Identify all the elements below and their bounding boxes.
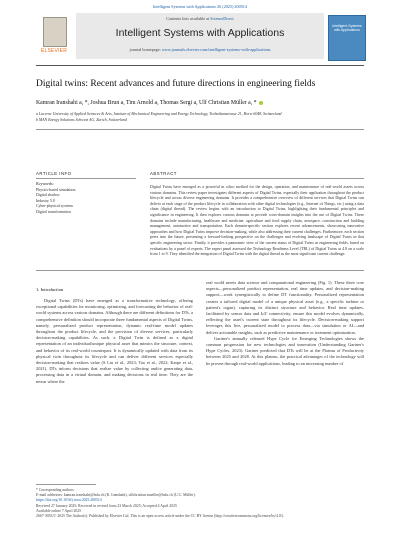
publisher-name: ELSEVIER: [40, 48, 68, 54]
authors-text[interactable]: Kamran Iranshahi a, *, Joshua Brun a, Tim Arnold a, Thomas Sergi a, Ulf Christian Müller a, *: [36, 100, 257, 106]
doi-link[interactable]: https://doi.org/10.1016/j.iswa.2025.200514: [36, 498, 102, 503]
abstract-end-divider: [36, 270, 364, 271]
keywords-list: [36, 188, 126, 215]
article-info-rule: [36, 178, 136, 179]
article-title: Digital twins: Recent advances and future directions in engineering fields: [36, 79, 316, 89]
keyword-item: Digital shadow: [36, 193, 60, 198]
abstract-rule: [150, 178, 364, 179]
available-online: Available online 7 April 2025: [36, 508, 82, 513]
header-divider: [36, 65, 364, 66]
journal-cover-thumbnail[interactable]: [328, 15, 366, 61]
journal-homepage-link[interactable]: www.journals.elsevier.com/intelligent-systems-with-applications: [161, 47, 271, 52]
keyword-item: Physics-based simulation: [36, 188, 76, 192]
received-dates: Received 27 January 2025; Received in revised form 23 March 2025; Accepted 4 April 2025: [36, 503, 177, 508]
license-note[interactable]: 2667-3053/© 2025 The Author(s). Published by Elsevier Ltd. This is an open access article under the CC BY license (http://creativecommons.org/licenses/by/4.0/).: [36, 514, 285, 519]
journal-name: Intelligent Systems with Applications: [115, 27, 285, 39]
abstract-text: Digital Twins have emerged as a powerful in silico method for the design, operation, and maintenance of real-world assets across various domains. This review paper investigates different aspects of Digital Twins, especially their application throughout the product lifecycle and across diverse engineering domains. It provides a comprehensive overview of different services that Digital Twins can deliver at each stage of the product lifecycle in collaboration with other digital technologies (e.g., Internet of Things, etc.) using a data chain (digital thread). The review begins with an introduction to Digital Twins, highlighting their fundamental principles and significance in engineering. It then explores various domains to provide cross-domain insights into the use of Digital Twins. These domains include manufacturing, healthcare and medicine, agriculture and food supply chain, aerospace, construction and building management, automotive and transportation. Each domain-specific section explores recent advancements, showcasing innovative approaches and how Digital Twins improve decision-making, while also addressing their current challenges. Furthermore, each section peers into the future, presenting a forward-looking perspective on the challenges and evolving landscape of Digital Twins in that specific engineering sector. Finally, it provides a panoramic view of the current status of Digital Twins in engineering fields, based on evaluations by a panel of experts. The expert panel assessed the Technology Readiness Level (TRL) of Digital Twins at 4.8 on a scale from 1 to 9. They identified the integration of Digital Twins with the digital thread as the most significant current challenge.: [150, 184, 364, 257]
journal-header: [36, 13, 364, 60]
keywords-heading: Keywords:: [36, 181, 54, 186]
email-note[interactable]: E-mail addresses: kamran.iranshahi@hslu.ch (K. Iranshahi), ulfchristian.mueller@hslu.ch (U.C. Müller).: [36, 493, 196, 498]
sciencedirect-link[interactable]: ScienceDirect: [210, 16, 234, 21]
affiliation-b: b MAN Energy Solutions Schweiz AG, Zurich, Switzerland: [36, 118, 127, 122]
elsevier-logo[interactable]: [36, 15, 72, 59]
introduction-paragraph: Digital Twins (DTs) have emerged as a transformative technology, offering exceptional capabilities for monitoring, optimizing, and forecasting the behavior of real-world systems across various domains. Although there are different definitions for DTs, a comprehensive definition should incorporate three fundamental aspects of Digital Twins, namely, personalized product representation, dynamic real-time model updates throughout the product lifecycle, and the provision of diverse services, particularly decision-making capabilities. As such, a Digital Twin is defined as a digital representation of an individual/unique physical asset that mimics the structure, context, and behavior of its real-world counterpart. It is dynamically updated with data from its physical twin throughout its lifecycle and can deliver different services especially decision-making that realizes value (S Liu et al., 2023; Tao et al., 2022; Karpe et al., 2021). DTs inform decisions that realize value by collecting and/or generating data, processing data in a virtual domain, and making decisions in real time. They are the nexus where the: [36, 298, 193, 384]
affiliation-divider: [36, 129, 364, 130]
footnote-divider: [36, 484, 96, 485]
abstract-label: ABSTRACT: [150, 171, 177, 176]
body-column-right: [206, 280, 364, 367]
journal-citation-header[interactable]: Intelligent Systems with Applications 26 (2025) 200514: [153, 4, 247, 9]
cover-title: Intelligent Systems with Applications: [332, 24, 362, 32]
article-info-label: ARTICLE INFO: [36, 171, 72, 176]
elsevier-tree-icon: [43, 17, 67, 47]
contents-line: [76, 16, 324, 21]
introduction-heading: 1. Introduction: [36, 287, 64, 292]
introduction-paragraph-continued: real world meets data science and computational engineering (Fig. 1). These three core aspects—personalized product representation, real time updates, and decision-making support—work synergistically to define DT functionality. Personalized representation creates a tailored digital model of a unique physical asset (e.g., a specific turbine or patient's organ), capturing its distinct structure and behavior. Real time updates, facilitated by sensor data and IoT connectivity, ensure this model evolves dynamically, reflecting the asset's current state throughout its lifecycle. Decision-making support leverages this live, personalized model to process data—via simulation or AI—and deliver actionable insights, such as predictive maintenance or treatment optimization.: [206, 280, 364, 335]
footnotes: [36, 488, 364, 519]
author-list: [36, 100, 364, 106]
homepage-line: [76, 47, 324, 52]
journal-info-box: [76, 13, 324, 59]
affiliation-a: a Lucerne University of Applied Sciences & Arts, Institute of Mechanical Engineering and Energy Technology, Technikumstrasse 21, Horw 6048, Switzerland: [36, 112, 282, 116]
keyword-item: Industry 5.0: [36, 198, 55, 203]
orcid-icon[interactable]: [259, 101, 263, 105]
corresponding-author-note: * Corresponding authors.: [36, 488, 75, 492]
keyword-item: Cyber-physical systems: [36, 204, 73, 209]
homepage-prefix: journal homepage:: [129, 47, 161, 52]
gartner-paragraph: Gartner's annually released Hype Cycle for Emerging Technologies shows the common progression for new technologies and innovation (Understanding Gartner's Hype Cycles, 2023). Gartner predicted that DTs will be at the Plateau of Productivity between 2025 and 2028. At this plateau, the practical advantages of the technology will be proven through real-world applications, leading to an increasing number of: [206, 335, 364, 366]
contents-prefix: Contents lists available at: [166, 16, 210, 21]
body-column-left: [36, 287, 193, 385]
keyword-item: Digital transformation: [36, 209, 71, 214]
